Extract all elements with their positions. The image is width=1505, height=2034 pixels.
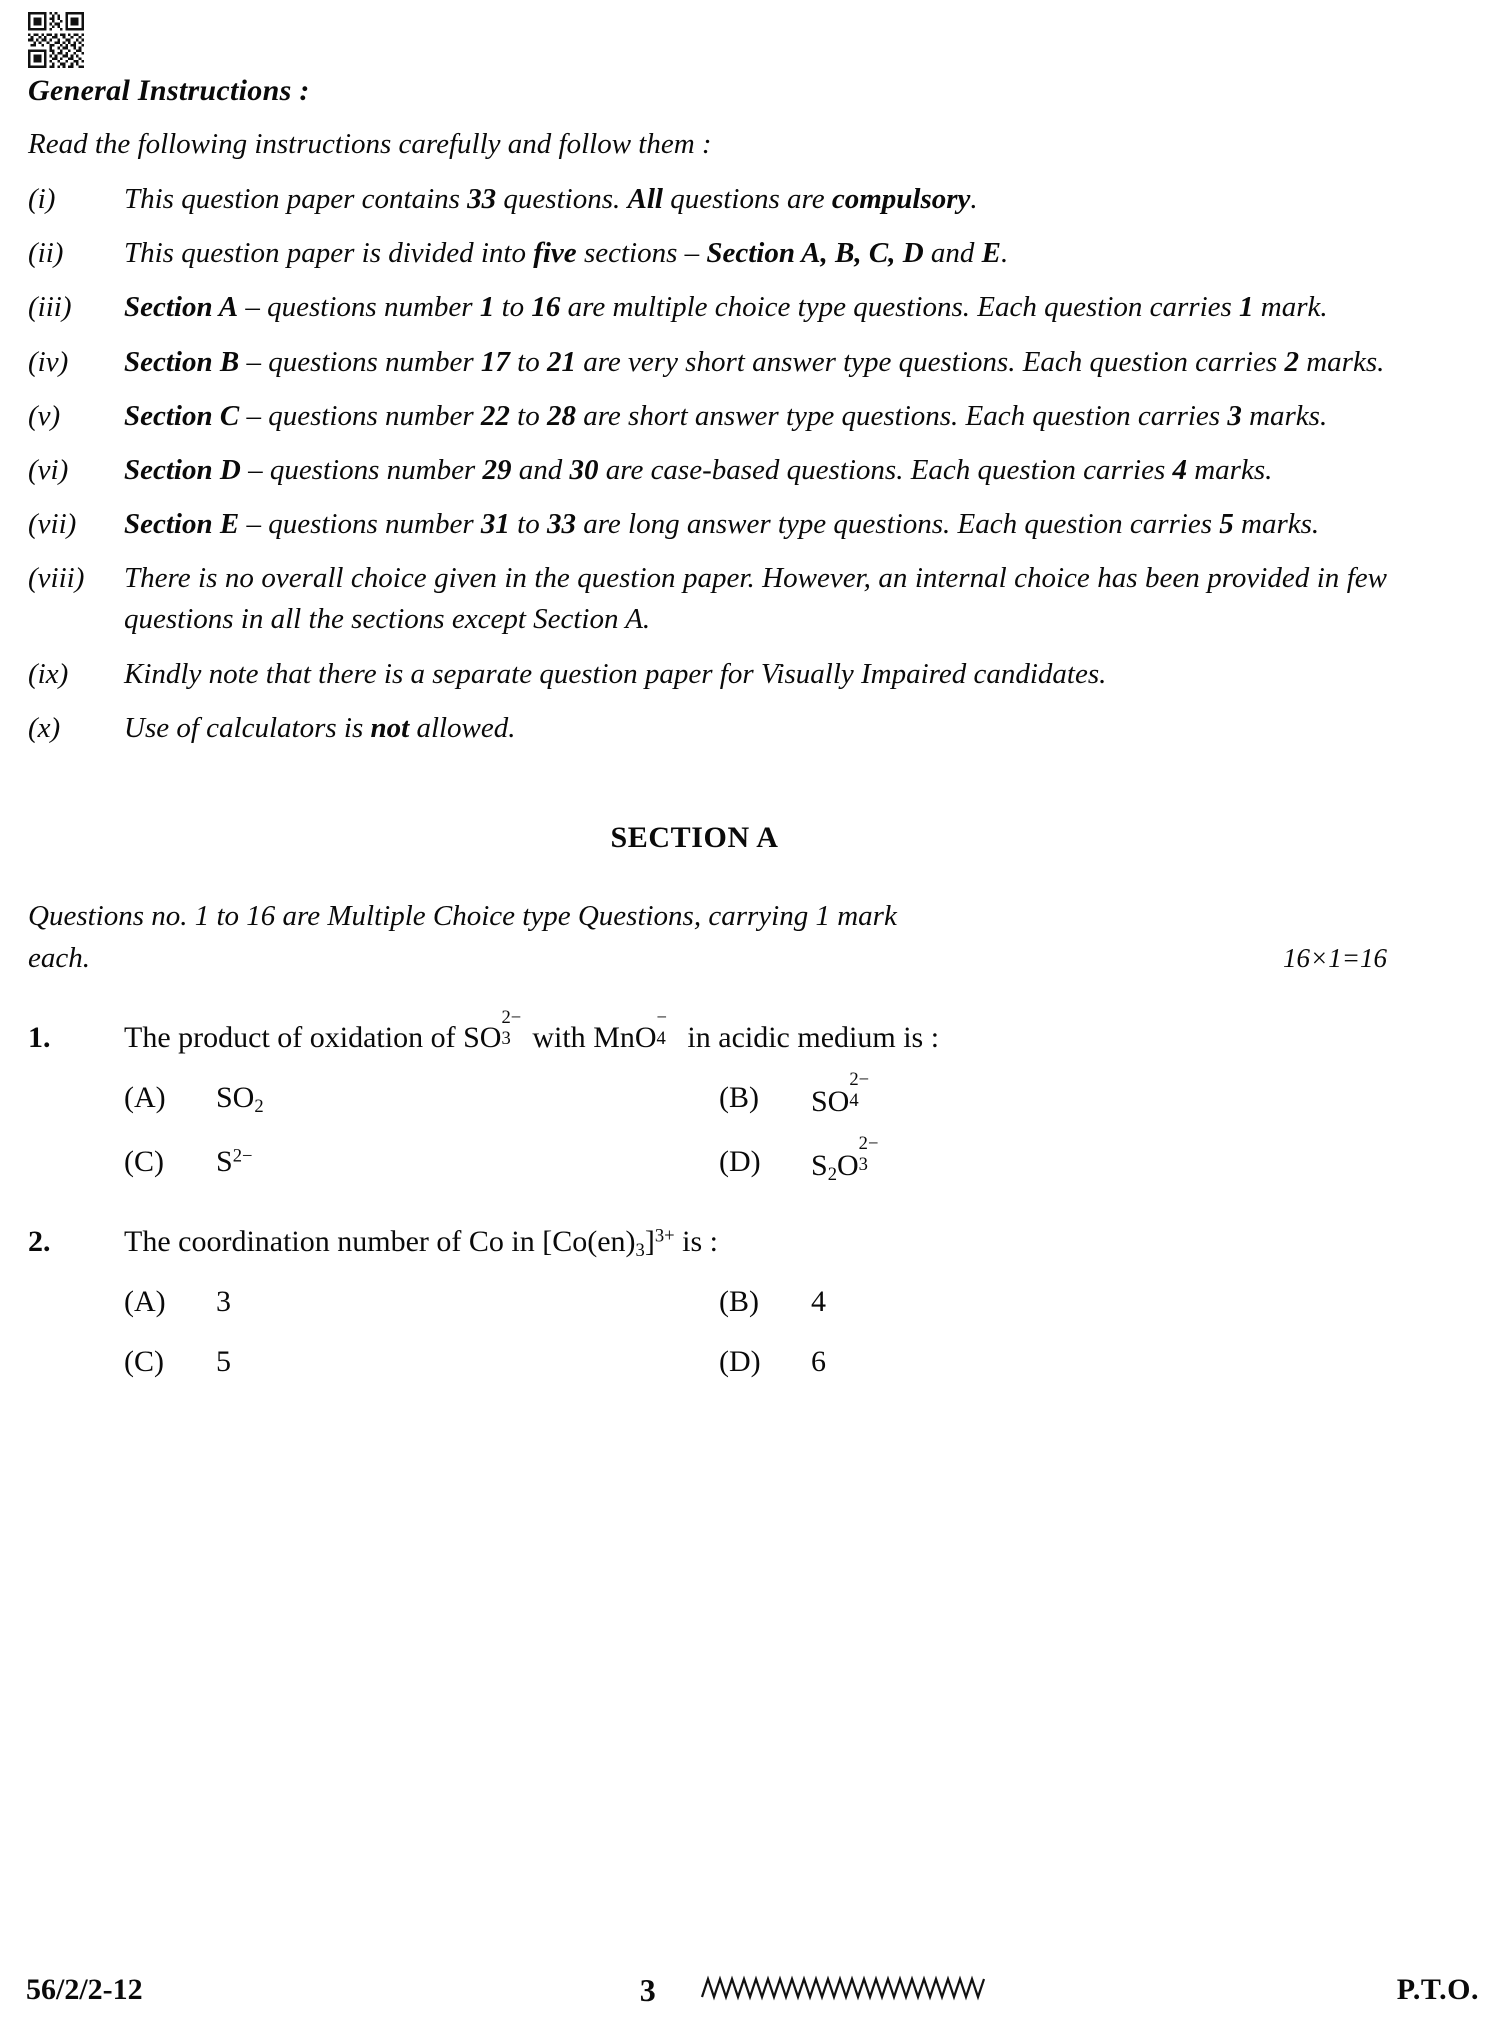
- instruction-item: [28, 558, 1387, 640]
- instruction-text: Kindly note that there is a separate question paper for Visually Impaired candidates.: [124, 657, 1107, 690]
- coordination-complex-formula: $[Co(en)_3]^{3+}$: [542, 1224, 675, 1262]
- question-number: 2.: [28, 1224, 51, 1258]
- footer-center: [143, 1972, 1397, 2009]
- mcq-intro-line-2: each.: [28, 941, 90, 974]
- option-row: [124, 1345, 1387, 1379]
- option-value: [216, 1080, 719, 1118]
- instruction-item: [28, 450, 1387, 491]
- option-label: (C): [124, 1344, 164, 1378]
- instruction-item: [28, 342, 1387, 383]
- instruction-marker: (ii): [28, 237, 64, 270]
- option-value: [216, 1145, 719, 1179]
- instruction-item: [28, 233, 1387, 274]
- question-text: The coordination number of Co in $[Co(en)_3]^{3+}$ is :: [124, 1224, 718, 1262]
- option-group: [124, 1285, 1387, 1379]
- question-item: [28, 1221, 1387, 1263]
- option-value: [811, 1133, 882, 1186]
- option-label: (A): [124, 1080, 166, 1114]
- instruction-item: [28, 654, 1387, 695]
- chemical-formula: $S_2O$ 2− 3: [811, 1133, 879, 1186]
- chemical-formula: $SO_2$: [216, 1080, 264, 1118]
- page-footer: [0, 1962, 1505, 2018]
- instruction-text: Section A – questions number 1 to 16 are multiple choice type questions. Each question carries 1 mark.: [124, 291, 1328, 324]
- instruction-item: [28, 179, 1387, 220]
- option-row: [124, 1133, 1387, 1186]
- mcq-intro-line-1: Questions no. 1 to 16 are Multiple Choice type Questions, carrying 1 mark: [28, 899, 897, 932]
- instruction-marker: (v): [28, 399, 61, 432]
- chemical-formula: $S^{2-}$: [216, 1144, 253, 1178]
- option-value: 5: [216, 1344, 231, 1378]
- instruction-text: Use of calculators is not allowed.: [124, 711, 516, 744]
- option-a[interactable]: [124, 1080, 719, 1118]
- chemical-formula: MnO − 4: [593, 1007, 668, 1054]
- instruction-marker: (iv): [28, 345, 69, 378]
- general-instructions-title: General Instructions :: [28, 74, 310, 107]
- option-value: 4: [811, 1284, 826, 1318]
- wavy-line-icon: [700, 1975, 990, 2006]
- section-a-heading: SECTION A: [610, 820, 779, 854]
- option-c[interactable]: [124, 1145, 719, 1179]
- option-value: 6: [811, 1344, 826, 1378]
- option-b[interactable]: [719, 1285, 826, 1319]
- instruction-text: This question paper is divided into five sections – Section A, B, C, D and E.: [124, 237, 1009, 270]
- instruction-item: [28, 708, 1387, 749]
- option-row: [124, 1069, 1387, 1119]
- instruction-text: Section B – questions number 17 to 21 are very short answer type questions. Each question carries 2 marks.: [124, 345, 1385, 378]
- read-instructions-line: Read the following instructions carefully and follow them :: [28, 128, 712, 160]
- instruction-item: [28, 287, 1387, 328]
- instruction-text: Section C – questions number 22 to 28 are short answer type questions. Each question carries 3 marks.: [124, 399, 1328, 432]
- option-value: [811, 1069, 873, 1119]
- question-number: 1.: [28, 1020, 51, 1054]
- option-c[interactable]: [124, 1345, 719, 1379]
- mcq-intro: [28, 895, 1387, 979]
- qr-code-icon: [28, 12, 84, 68]
- instruction-marker: (iii): [28, 291, 72, 324]
- option-d[interactable]: [719, 1345, 826, 1379]
- instruction-marker: (i): [28, 183, 56, 215]
- option-label: (B): [719, 1284, 759, 1318]
- instructions-list: [18, 179, 1387, 749]
- instruction-item: [28, 504, 1387, 545]
- option-label: (A): [124, 1284, 166, 1318]
- instruction-text: Section D – questions number 29 and 30 are case-based questions. Each question carries 4 marks.: [124, 453, 1273, 486]
- option-label: (D): [719, 1144, 761, 1178]
- instruction-text: There is no overall choice given in the question paper. However, an internal choice has been provided in few questions in all the sections except Section A.: [124, 562, 1387, 636]
- question-item: [28, 1007, 1387, 1059]
- pto-label: P.T.O.: [1396, 1973, 1479, 2006]
- instruction-text: Section E – questions number 31 to 33 are long answer type questions. Each question carries 5 marks.: [124, 508, 1320, 541]
- page-number: 3: [639, 1971, 656, 2008]
- option-label: (B): [719, 1080, 759, 1114]
- instruction-marker: (vii): [28, 508, 77, 541]
- instruction-marker: (vi): [28, 453, 69, 486]
- option-group: [124, 1069, 1387, 1186]
- instruction-marker: (x): [28, 711, 61, 744]
- chemical-formula: SO 2− 4: [811, 1069, 870, 1118]
- instruction-item: [28, 396, 1387, 437]
- questions-area: [18, 1007, 1387, 1379]
- chemical-formula: SO 2− 3: [463, 1007, 522, 1054]
- option-label: (D): [719, 1344, 761, 1378]
- option-b[interactable]: [719, 1069, 873, 1119]
- instruction-marker: (ix): [28, 657, 69, 690]
- option-value: 3: [216, 1284, 231, 1318]
- question-text: The product of oxidation of SO 2− 3 with MnO − 4 in acidic medium is :: [124, 1007, 940, 1054]
- paper-code: 56/2/2-12: [26, 1973, 143, 2006]
- option-d[interactable]: [719, 1133, 882, 1186]
- option-a[interactable]: [124, 1285, 719, 1319]
- option-label: (C): [124, 1144, 164, 1178]
- marks-note: 16×1=16: [1283, 942, 1387, 973]
- option-row: [124, 1285, 1387, 1319]
- instruction-text: This question paper contains 33 questions. All questions are compulsory.: [124, 183, 978, 215]
- instruction-marker: (viii): [28, 562, 85, 595]
